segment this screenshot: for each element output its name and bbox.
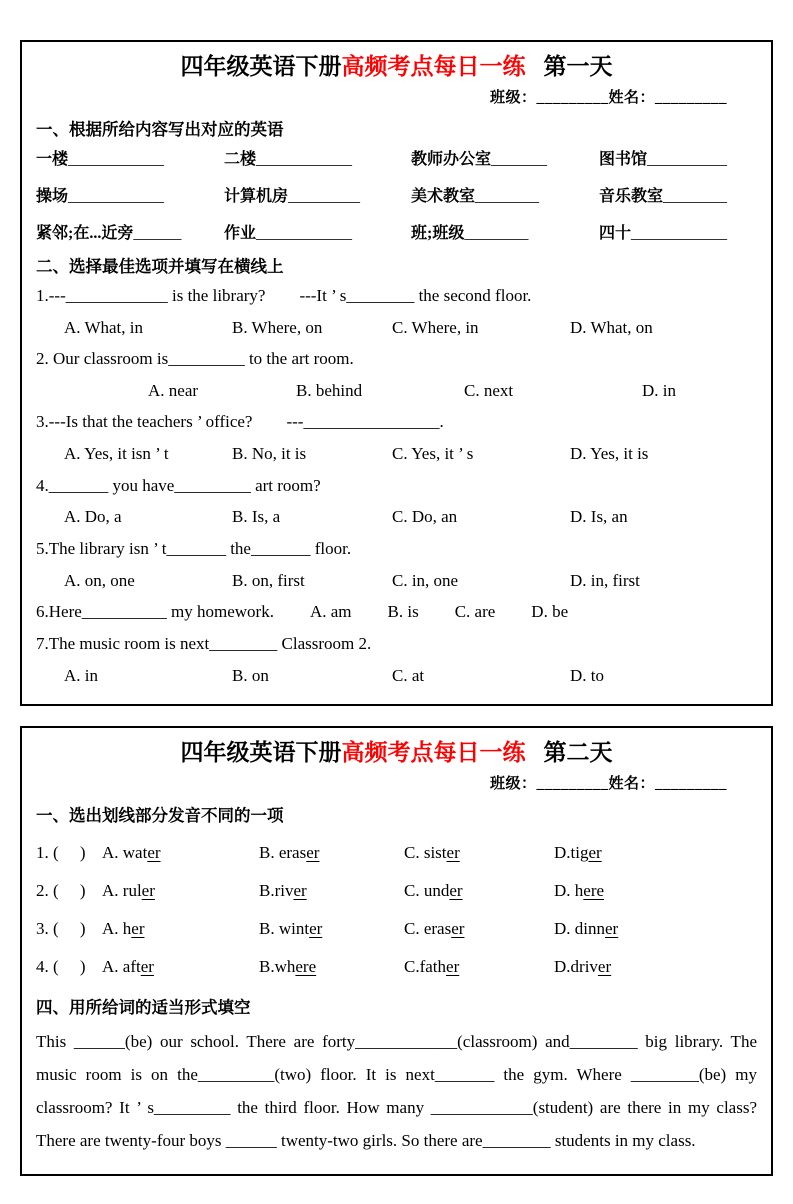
- option-label: C.: [404, 919, 424, 939]
- option-d: D. in: [642, 380, 676, 400]
- question-5-stem: 5.The library isn ’ t_______ the_______ floor.: [36, 539, 352, 559]
- day2-cloze-heading: 四、用所给词的适当形式填空: [36, 998, 251, 1018]
- phonics-option-c: [404, 918, 554, 940]
- day2-title: [36, 738, 757, 768]
- option-b: B. Where, on: [232, 317, 323, 337]
- option-d: D. Yes, it is: [570, 444, 649, 464]
- question-3-stem: 3.---Is that the teachers ’ office? ---________________.: [36, 412, 444, 432]
- phonics-row: [36, 842, 757, 864]
- vocab-item: [224, 220, 411, 243]
- vocab-label: 音乐教室: [599, 187, 664, 205]
- option-b: B. is: [387, 602, 419, 622]
- option-label: C.: [404, 957, 420, 977]
- vocab-label: 美术教室: [411, 187, 476, 205]
- word-prefix: wint: [278, 919, 310, 939]
- vocab-blank: __________: [647, 150, 728, 168]
- word-prefix: und: [423, 881, 450, 901]
- vocab-label: 二楼: [224, 150, 257, 168]
- word-underlined-part: er: [306, 843, 320, 863]
- option-label: A.: [102, 881, 123, 901]
- option-c: C. next: [464, 380, 514, 400]
- question-6-row: [36, 600, 757, 625]
- option-label: B.: [259, 881, 275, 901]
- option-b: B. No, it is: [232, 444, 307, 464]
- question-2-options: [36, 379, 757, 404]
- word-underlined-part: er: [446, 843, 460, 863]
- day1-questions: [36, 284, 757, 688]
- option-b: B. behind: [296, 380, 363, 400]
- phonics-option-d: [554, 880, 757, 902]
- question-4-stem: 4._______ you have_________ art room?: [36, 475, 321, 495]
- vocab-label: 一楼: [36, 150, 69, 168]
- vocab-blank: ________: [663, 187, 728, 205]
- vocab-item: [599, 146, 757, 169]
- option-label: A.: [102, 957, 123, 977]
- phonics-option-d: [554, 918, 757, 940]
- day2-title-highlight: 高频考点每日一练: [341, 740, 526, 766]
- vocab-label: 教师办公室: [411, 150, 492, 168]
- word-underlined-part: er: [293, 881, 307, 901]
- word-underlined-part: ere: [295, 957, 317, 977]
- phonics-option-a: [102, 918, 259, 940]
- vocab-label: 操场: [36, 187, 69, 205]
- vocab-blank: ____________: [256, 224, 353, 242]
- option-a: A. am: [309, 602, 352, 622]
- vocab-blank: ____________: [68, 187, 165, 205]
- option-b: B. Is, a: [232, 507, 281, 527]
- vocab-label: 计算机房: [224, 187, 289, 205]
- day2-phonics-heading: 一、选出划线部分发音不同的一项: [36, 806, 284, 826]
- option-c: C. Do, an: [392, 507, 458, 527]
- vocab-label: 图书馆: [599, 150, 648, 168]
- phonics-option-c: [404, 880, 554, 902]
- phonics-row-number: 2. ( ): [36, 881, 86, 901]
- phonics-option-b: [259, 880, 404, 902]
- option-label: D.: [554, 919, 575, 939]
- vocab-label: 作业: [224, 224, 257, 242]
- phonics-row: [36, 880, 757, 902]
- day1-title-prefix: 四年级英语下册: [180, 54, 342, 79]
- question-4-options: [36, 505, 757, 530]
- vocab-item: [411, 146, 599, 169]
- vocab-item: [224, 183, 411, 206]
- option-c: C. Yes, it ’ s: [392, 444, 474, 464]
- word-prefix: fath: [419, 957, 447, 977]
- word-underlined-part: ere: [583, 881, 605, 901]
- word-underlined-part: er: [588, 843, 602, 863]
- vocab-item: [599, 220, 757, 243]
- option-b: B. on: [232, 665, 269, 685]
- question-3-options: [36, 442, 757, 467]
- option-label: A.: [102, 843, 123, 863]
- option-label: D.: [554, 881, 575, 901]
- vocab-item: [36, 220, 224, 243]
- vocab-item: [411, 220, 599, 243]
- day1-title: [36, 52, 757, 82]
- question-1-options: [36, 316, 757, 341]
- vocab-blank: ________: [464, 224, 529, 242]
- option-label: C.: [404, 843, 424, 863]
- word-prefix: wat: [122, 843, 148, 863]
- word-underlined-part: er: [140, 957, 154, 977]
- question-7-options: [36, 664, 757, 689]
- option-a: A. near: [148, 380, 199, 400]
- phonics-option-d: [554, 956, 757, 978]
- option-a: A. Yes, it isn ’ t: [64, 444, 169, 464]
- vocab-item: [36, 183, 224, 206]
- day1-section2-heading: 二、选择最佳选项并填写在横线上: [36, 256, 284, 276]
- phonics-row-number: 4. ( ): [36, 957, 86, 977]
- word-prefix: dinn: [574, 919, 606, 939]
- question-7-stem: 7.The music room is next________ Classroom 2.: [36, 633, 372, 653]
- option-label: D.: [554, 843, 571, 863]
- day1-card: [20, 40, 773, 706]
- day2-class-name-line: 班级：_________姓名：_________: [489, 776, 727, 793]
- vocab-blank: _________: [288, 187, 361, 205]
- phonics-row: [36, 918, 757, 940]
- word-underlined-part: er: [131, 919, 145, 939]
- vocab-blank: ____________: [256, 150, 353, 168]
- day1-title-highlight: 高频考点每日一练: [341, 54, 526, 79]
- word-underlined-part: er: [309, 919, 323, 939]
- vocab-item: [599, 183, 757, 206]
- option-c: C. at: [392, 665, 425, 685]
- day2-card: [20, 726, 773, 1175]
- word-prefix: driv: [570, 957, 598, 977]
- vocab-label: 班;班级: [411, 224, 465, 242]
- vocab-item: [224, 146, 411, 169]
- phonics-row-number: 1. ( ): [36, 843, 86, 863]
- phonics-row-number: 3. ( ): [36, 919, 86, 939]
- phonics-option-b: [259, 842, 404, 864]
- option-a: A. in: [64, 665, 98, 685]
- option-c: C. Where, in: [392, 317, 479, 337]
- day1-vocab-grid: [36, 146, 757, 243]
- word-prefix: tig: [570, 843, 589, 863]
- day2-title-prefix: 四年级英语下册: [180, 740, 342, 766]
- word-prefix: riv: [274, 881, 294, 901]
- day2-cloze-paragraph: This ______(be) our school. There are forty____________(classroom) and________ big library. The music room is on the_________(two) floor. It is next_______ the gym. Where ________(be) my classroom? It ’ s_________ the third floor. How many ____________(student) are there in my class? There are twenty-four boys ______ twenty-two girls. So there are________ students in my class.: [36, 1032, 757, 1150]
- option-a: A. Do, a: [64, 507, 122, 527]
- vocab-blank: ____________: [68, 150, 165, 168]
- option-d: D. What, on: [570, 317, 653, 337]
- vocab-label: 紧邻;在...近旁: [36, 224, 134, 242]
- vocab-blank: ____________: [631, 224, 728, 242]
- question-6-stem: 6.Here__________ my homework.: [36, 602, 274, 622]
- word-prefix: rul: [122, 881, 142, 901]
- vocab-label: 四十: [599, 224, 632, 242]
- word-prefix: h: [574, 881, 584, 901]
- phonics-row: [36, 956, 757, 978]
- option-label: C.: [404, 881, 424, 901]
- word-underlined-part: er: [605, 919, 619, 939]
- word-underlined-part: er: [141, 881, 155, 901]
- day1-class-name-line: 班级：_________姓名：_________: [489, 89, 727, 106]
- option-d: D. to: [570, 665, 604, 685]
- option-label: B.: [259, 843, 279, 863]
- option-label: B.: [259, 957, 275, 977]
- option-label: D.: [554, 957, 571, 977]
- phonics-option-c: [404, 956, 554, 978]
- word-prefix: eras: [423, 919, 452, 939]
- day1-section1-heading: 一、根据所给内容写出对应的英语: [36, 119, 284, 139]
- option-b: B. on, first: [232, 570, 305, 590]
- word-prefix: eras: [278, 843, 307, 863]
- option-a: A. What, in: [64, 317, 144, 337]
- day2-title-suffix: 第二天: [543, 740, 613, 766]
- phonics-option-b: [259, 956, 404, 978]
- word-underlined-part: er: [446, 957, 460, 977]
- word-prefix: h: [122, 919, 132, 939]
- phonics-option-a: [102, 880, 259, 902]
- option-label: B.: [259, 919, 279, 939]
- question-2-stem: 2. Our classroom is_________ to the art room.: [36, 349, 354, 369]
- word-prefix: aft: [122, 957, 141, 977]
- phonics-option-b: [259, 918, 404, 940]
- phonics-option-d: [554, 842, 757, 864]
- word-underlined-part: er: [147, 843, 161, 863]
- day1-title-suffix: 第一天: [543, 54, 613, 79]
- phonics-option-c: [404, 842, 554, 864]
- vocab-blank: ________: [475, 187, 540, 205]
- question-5-options: [36, 569, 757, 594]
- option-d: D. Is, an: [570, 507, 628, 527]
- option-c: C. in, one: [392, 570, 459, 590]
- phonics-option-a: [102, 956, 259, 978]
- phonics-option-a: [102, 842, 259, 864]
- vocab-blank: ______: [133, 224, 182, 242]
- vocab-item: [36, 146, 224, 169]
- option-d: D. in, first: [570, 570, 640, 590]
- question-1-stem: 1.---____________ is the library? ---It ’ s________ the second floor.: [36, 285, 532, 305]
- option-d: D. be: [531, 602, 569, 622]
- vocab-item: [411, 183, 599, 206]
- word-prefix: sist: [423, 843, 447, 863]
- option-c: C. are: [454, 602, 496, 622]
- vocab-blank: _______: [491, 150, 548, 168]
- word-underlined-part: er: [597, 957, 612, 977]
- word-underlined-part: er: [449, 881, 463, 901]
- word-underlined-part: er: [451, 919, 465, 939]
- word-prefix: wh: [274, 957, 296, 977]
- option-a: A. on, one: [64, 570, 135, 590]
- day2-phonics-rows: [36, 842, 757, 978]
- option-label: A.: [102, 919, 123, 939]
